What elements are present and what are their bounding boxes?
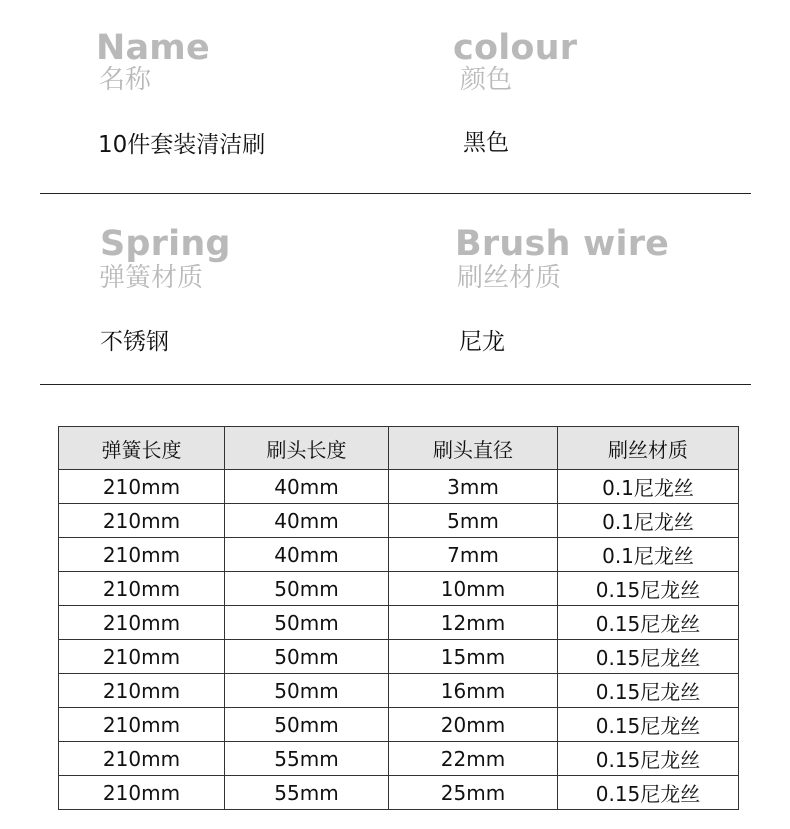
cell-head-length: 50mm (225, 708, 389, 742)
cell-head-length: 50mm (225, 606, 389, 640)
header-head-diameter: 刷头直径 (389, 427, 558, 470)
cell-spring-length: 210mm (59, 538, 225, 572)
table-row (59, 572, 739, 606)
brush-wire-heading-cn: 刷丝材质 (457, 263, 562, 293)
header-spring-length: 弹簧长度 (59, 427, 225, 470)
cell-head-length: 40mm (225, 504, 389, 538)
header-head-length: 刷头长度 (225, 427, 389, 470)
cell-head-diameter: 16mm (389, 674, 558, 708)
divider-top (40, 193, 751, 194)
cell-head-diameter: 5mm (389, 504, 558, 538)
colour-heading-en: colour (453, 28, 578, 68)
cell-head-diameter: 25mm (389, 776, 558, 810)
cell-spring-length: 210mm (59, 504, 225, 538)
cell-head-diameter: 22mm (389, 742, 558, 776)
cell-wire-material: 0.15尼龙丝 (558, 742, 739, 776)
cell-head-diameter: 7mm (389, 538, 558, 572)
table-row (59, 640, 739, 674)
size-spec-table (58, 426, 739, 810)
cell-head-length: 50mm (225, 572, 389, 606)
cell-spring-length: 210mm (59, 708, 225, 742)
spring-heading-en: Spring (100, 224, 231, 264)
cell-wire-material: 0.15尼龙丝 (558, 640, 739, 674)
name-heading-en: Name (96, 28, 210, 68)
cell-head-diameter: 15mm (389, 640, 558, 674)
cell-spring-length: 210mm (59, 470, 225, 504)
cell-head-length: 50mm (225, 640, 389, 674)
cell-wire-material: 0.15尼龙丝 (558, 776, 739, 810)
header-wire-material: 刷丝材质 (558, 427, 739, 470)
cell-head-length: 40mm (225, 470, 389, 504)
cell-wire-material: 0.15尼龙丝 (558, 674, 739, 708)
table-row (59, 470, 739, 504)
colour-heading-cn: 颜色 (460, 65, 513, 95)
cell-head-length: 40mm (225, 538, 389, 572)
table-header-row (59, 427, 739, 470)
table-row (59, 538, 739, 572)
table-row (59, 708, 739, 742)
cell-head-diameter: 3mm (389, 470, 558, 504)
cell-spring-length: 210mm (59, 674, 225, 708)
brush-wire-value: 尼龙 (459, 329, 505, 355)
cell-spring-length: 210mm (59, 776, 225, 810)
table-row (59, 674, 739, 708)
colour-value: 黑色 (463, 130, 509, 156)
name-heading-cn: 名称 (99, 65, 152, 95)
spring-heading-cn: 弹簧材质 (99, 263, 204, 293)
cell-spring-length: 210mm (59, 742, 225, 776)
spring-value: 不锈钢 (100, 329, 169, 355)
cell-wire-material: 0.15尼龙丝 (558, 572, 739, 606)
cell-wire-material: 0.1尼龙丝 (558, 470, 739, 504)
brush-wire-heading-en: Brush wire (455, 224, 670, 264)
cell-spring-length: 210mm (59, 606, 225, 640)
table-row (59, 504, 739, 538)
cell-head-diameter: 20mm (389, 708, 558, 742)
cell-wire-material: 0.1尼龙丝 (558, 538, 739, 572)
table-row (59, 742, 739, 776)
table-row (59, 606, 739, 640)
cell-spring-length: 210mm (59, 572, 225, 606)
cell-head-length: 55mm (225, 776, 389, 810)
cell-wire-material: 0.15尼龙丝 (558, 708, 739, 742)
cell-head-diameter: 10mm (389, 572, 558, 606)
cell-wire-material: 0.15尼龙丝 (558, 606, 739, 640)
divider-bottom (40, 384, 751, 385)
table-row (59, 776, 739, 810)
cell-head-length: 50mm (225, 674, 389, 708)
cell-head-diameter: 12mm (389, 606, 558, 640)
name-value: 10件套装清洁刷 (98, 132, 266, 158)
cell-spring-length: 210mm (59, 640, 225, 674)
cell-wire-material: 0.1尼龙丝 (558, 504, 739, 538)
cell-head-length: 55mm (225, 742, 389, 776)
